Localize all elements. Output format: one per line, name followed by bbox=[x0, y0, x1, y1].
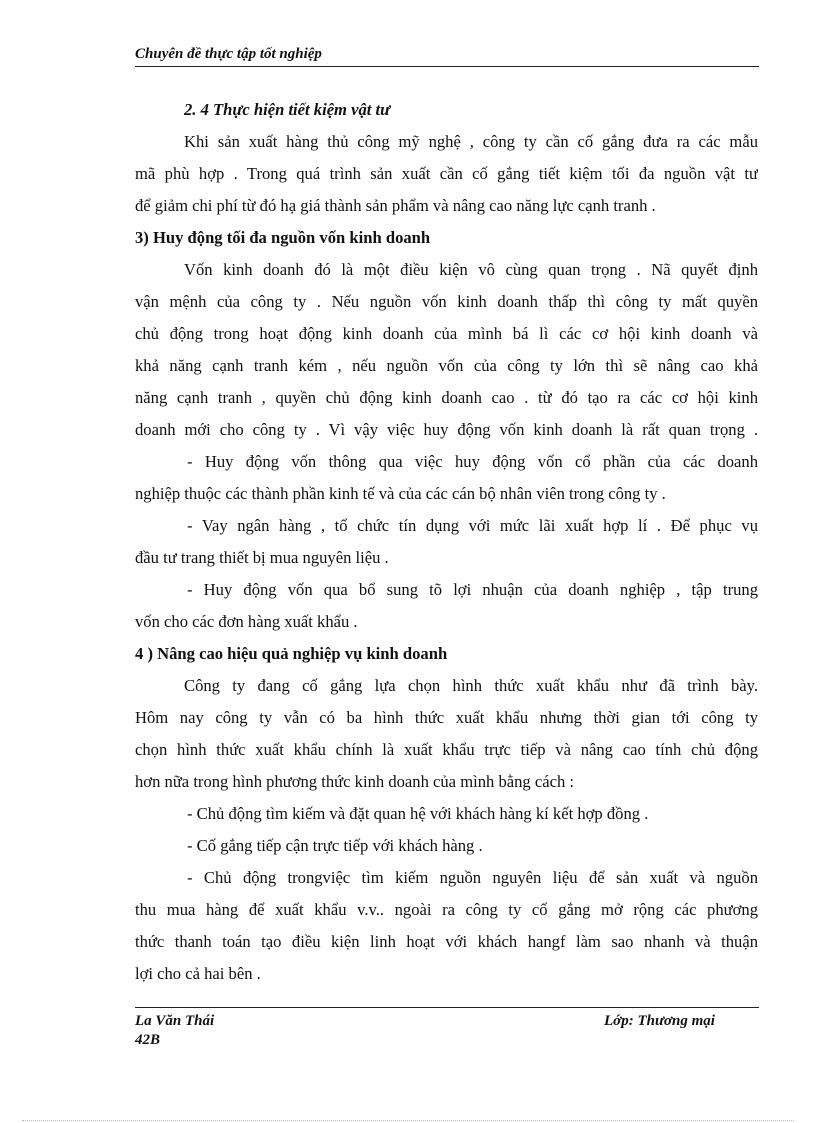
paragraph-line: khả năng cạnh tranh kém , nếu nguồn vốn của công ty lớn thì sẽ nâng cao khả bbox=[135, 356, 758, 375]
paragraph-line: năng cạnh tranh , quyền chủ động kinh doanh cao . từ đó tạo ra các cơ hội kinh bbox=[135, 388, 758, 407]
footer-rule bbox=[135, 1007, 759, 1008]
paragraph-line: doanh mới cho công ty . Vì vậy việc huy động vốn kinh doanh là rất quan trọng . bbox=[135, 420, 758, 439]
footer-class-code: 42B bbox=[135, 1032, 161, 1048]
footer-author: La Văn Thái bbox=[135, 1013, 215, 1029]
header-title: Chuyên đề thực tập tốt nghiệp bbox=[135, 46, 322, 62]
paragraph-line: vốn cho các đơn hàng xuất khẩu . bbox=[135, 612, 358, 631]
section-heading: 3) Huy động tối đa nguồn vốn kinh doanh bbox=[135, 228, 431, 247]
footer-class-label: Lớp: Thương mại bbox=[604, 1013, 715, 1029]
section-heading: 2. 4 Thực hiện tiết kiệm vật tư bbox=[184, 100, 391, 119]
paragraph-line: thu mua hàng để xuất khẩu v.v.. ngoài ra công ty cố gắng mở rộng các phương bbox=[135, 900, 758, 919]
paragraph-line: thức thanh toán tạo điều kiện linh hoạt với khách hangf làm sao nhanh và thuận bbox=[135, 932, 758, 951]
section-heading: 4 ) Nâng cao hiệu quả nghiệp vụ kinh doanh bbox=[135, 644, 448, 663]
body-text bbox=[135, 94, 758, 990]
header-rule bbox=[135, 66, 759, 67]
paragraph-line: - Chủ động trongviệc tìm kiếm nguồn nguyên liệu để sản xuất và nguồn bbox=[187, 868, 758, 887]
paragraph-line: Hôm nay công ty vẫn có ba hình thức xuất khẩu nhưng thời gian tới công ty bbox=[135, 708, 758, 727]
paragraph-line: hơn nữa trong hình phương thức kinh doanh của mình bằng cách : bbox=[135, 772, 575, 791]
paragraph-line: vận mệnh của công ty . Nếu nguồn vốn kinh doanh thấp thì công ty mất quyền bbox=[135, 292, 758, 311]
paragraph-line: chủ động trong hoạt động kinh doanh của mình bá lì các cơ hội kinh doanh và bbox=[135, 324, 758, 343]
paragraph-line: lợi cho cả hai bên . bbox=[135, 964, 261, 983]
paragraph-line: Vốn kinh doanh đó là một điều kiện vô cùng quan trọng . Nã quyết định bbox=[184, 260, 758, 279]
paragraph-line: nghiệp thuộc các thành phần kinh tế và của các cán bộ nhân viên trong công ty . bbox=[135, 484, 666, 503]
paragraph-line: Khi sản xuất hàng thủ công mỹ nghệ , công ty cần cố gắng đưa ra các mẫu bbox=[184, 132, 758, 151]
paragraph-line: - Huy động vốn thông qua việc huy động vốn cổ phần của các doanh bbox=[187, 452, 758, 471]
footer-author-block bbox=[135, 1012, 214, 1050]
page-edge-divider bbox=[22, 1120, 794, 1121]
paragraph-line: mã phù hợp . Trong quá trình sản xuất cần cố gắng tiết kiệm tối đa nguồn vật tư bbox=[135, 164, 758, 183]
paragraph-line: - Vay ngân hàng , tổ chức tín dụng với mức lãi xuất hợp lí . Để phục vụ bbox=[187, 516, 758, 535]
paragraph-line: - Huy động vốn qua bổ sung tõ lợi nhuận của doanh nghiệp , tập trung bbox=[187, 580, 758, 599]
paragraph-line: đầu tư trang thiết bị mua nguyên liệu . bbox=[135, 548, 389, 567]
paragraph-line: - Chủ động tìm kiếm và đặt quan hệ với khách hàng kí kết hợp đồng . bbox=[187, 804, 649, 823]
paragraph-line: - Cố gắng tiếp cận trực tiếp với khách hàng . bbox=[187, 836, 483, 855]
paragraph-line: để giảm chi phí từ đó hạ giá thành sản phẩm và nâng cao năng lực cạnh tranh . bbox=[135, 196, 656, 215]
paragraph-line: Công ty đang cố gắng lựa chọn hình thức xuất khẩu như đã trình bày. bbox=[184, 676, 758, 695]
paragraph-line: chọn hình thức xuất khẩu chính là xuất khẩu trực tiếp và nâng cao tính chủ động bbox=[135, 740, 758, 759]
